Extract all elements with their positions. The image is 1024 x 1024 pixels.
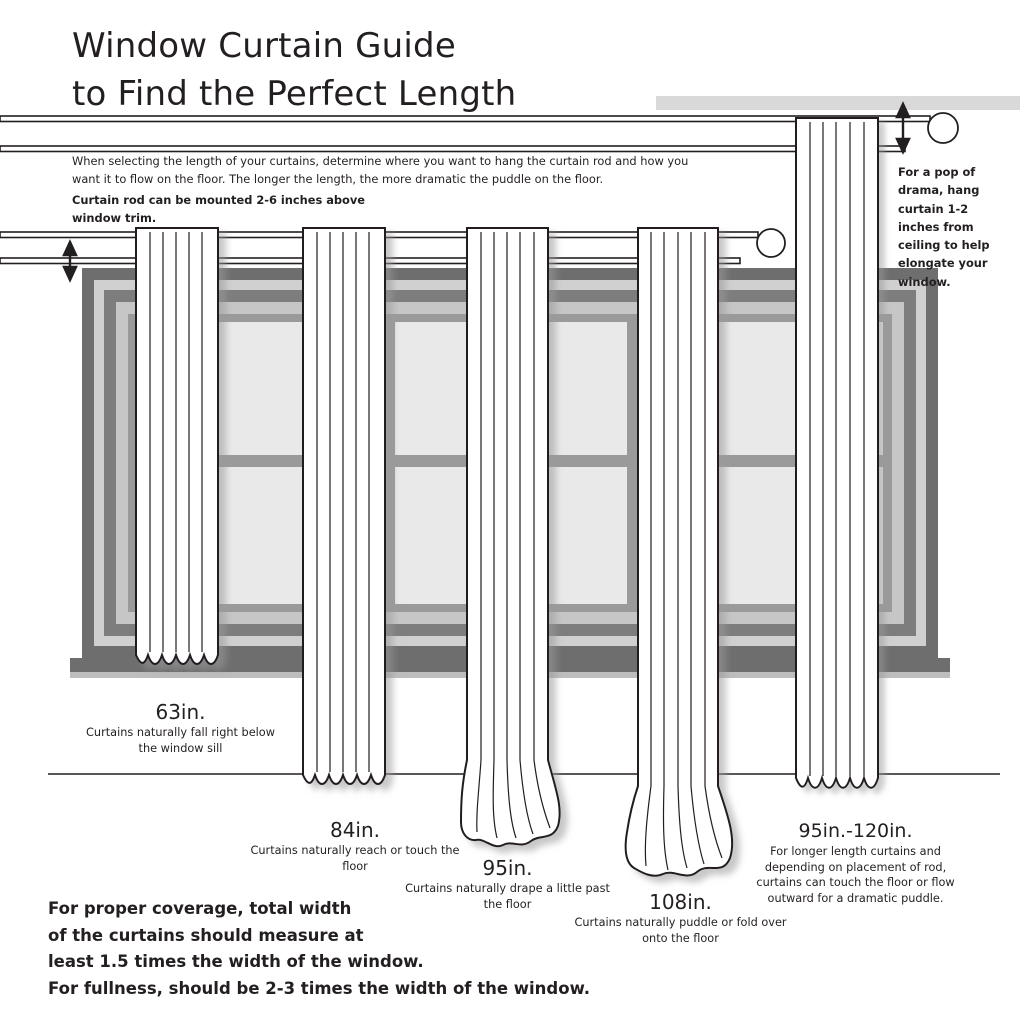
curtain-84in	[303, 228, 385, 784]
curtain-desc-84in: Curtains naturally reach or touch the floor	[250, 844, 460, 873]
ceiling-band	[656, 96, 1020, 110]
curtain-63in	[136, 228, 218, 664]
coverage-line-1: For proper coverage, total width	[48, 899, 352, 918]
curtain-length-84in: 84in.	[329, 818, 381, 842]
intro-paragraph: When selecting the length of your curtains, determine where you want to hang the curtain rod and how you want it to flow on the floor. The longer the length, the more dramatic the puddle on the floor.	[72, 154, 689, 187]
coverage-line-2: of the curtains should measure at	[48, 925, 364, 945]
title-line-1: Window Curtain Guide	[72, 26, 456, 66]
curtain-label-95-120in	[748, 820, 963, 906]
curtain-length-95in: 95in.	[482, 856, 533, 880]
curtain-95in	[461, 228, 560, 846]
coverage-note	[48, 896, 668, 1003]
curtain-length-63in: 63in.	[155, 700, 206, 724]
ceiling-gap-arrow	[897, 104, 909, 152]
curtain-desc-63in: Curtains naturally fall right below the window sill	[86, 726, 275, 755]
curtain-desc-95-120in: For longer length curtains and depending on placement of rod, curtains can touch the floor or flow outward for a dramatic puddle.	[756, 845, 955, 905]
curtain-label-63in	[78, 700, 283, 757]
rod-mount-note: Curtain rod can be mounted 2-6 inches above window trim.	[72, 193, 366, 225]
curtain-length-108in: 108in.	[649, 890, 712, 914]
curtain-120in	[796, 118, 878, 788]
curtain-desc-95in: Curtains naturally drape a little past the floor	[405, 882, 610, 911]
coverage-line-3: least 1.5 times the width of the window.	[48, 952, 424, 972]
curtain-desc-108in: Curtains naturally puddle or fold over onto the floor	[574, 916, 787, 945]
coverage-line-4: For fullness, should be 2-3 times the width of the window.	[48, 979, 591, 999]
curtain-length-95-120in: 95in.-120in.	[798, 820, 913, 842]
title-line-2: to Find the Perfect Length	[72, 74, 517, 115]
drama-pop-note: For a pop of drama, hang curtain 1-2 inches from ceiling to help elongate your window.	[898, 165, 990, 289]
curtain-108in	[626, 228, 733, 876]
page-title	[72, 22, 692, 119]
